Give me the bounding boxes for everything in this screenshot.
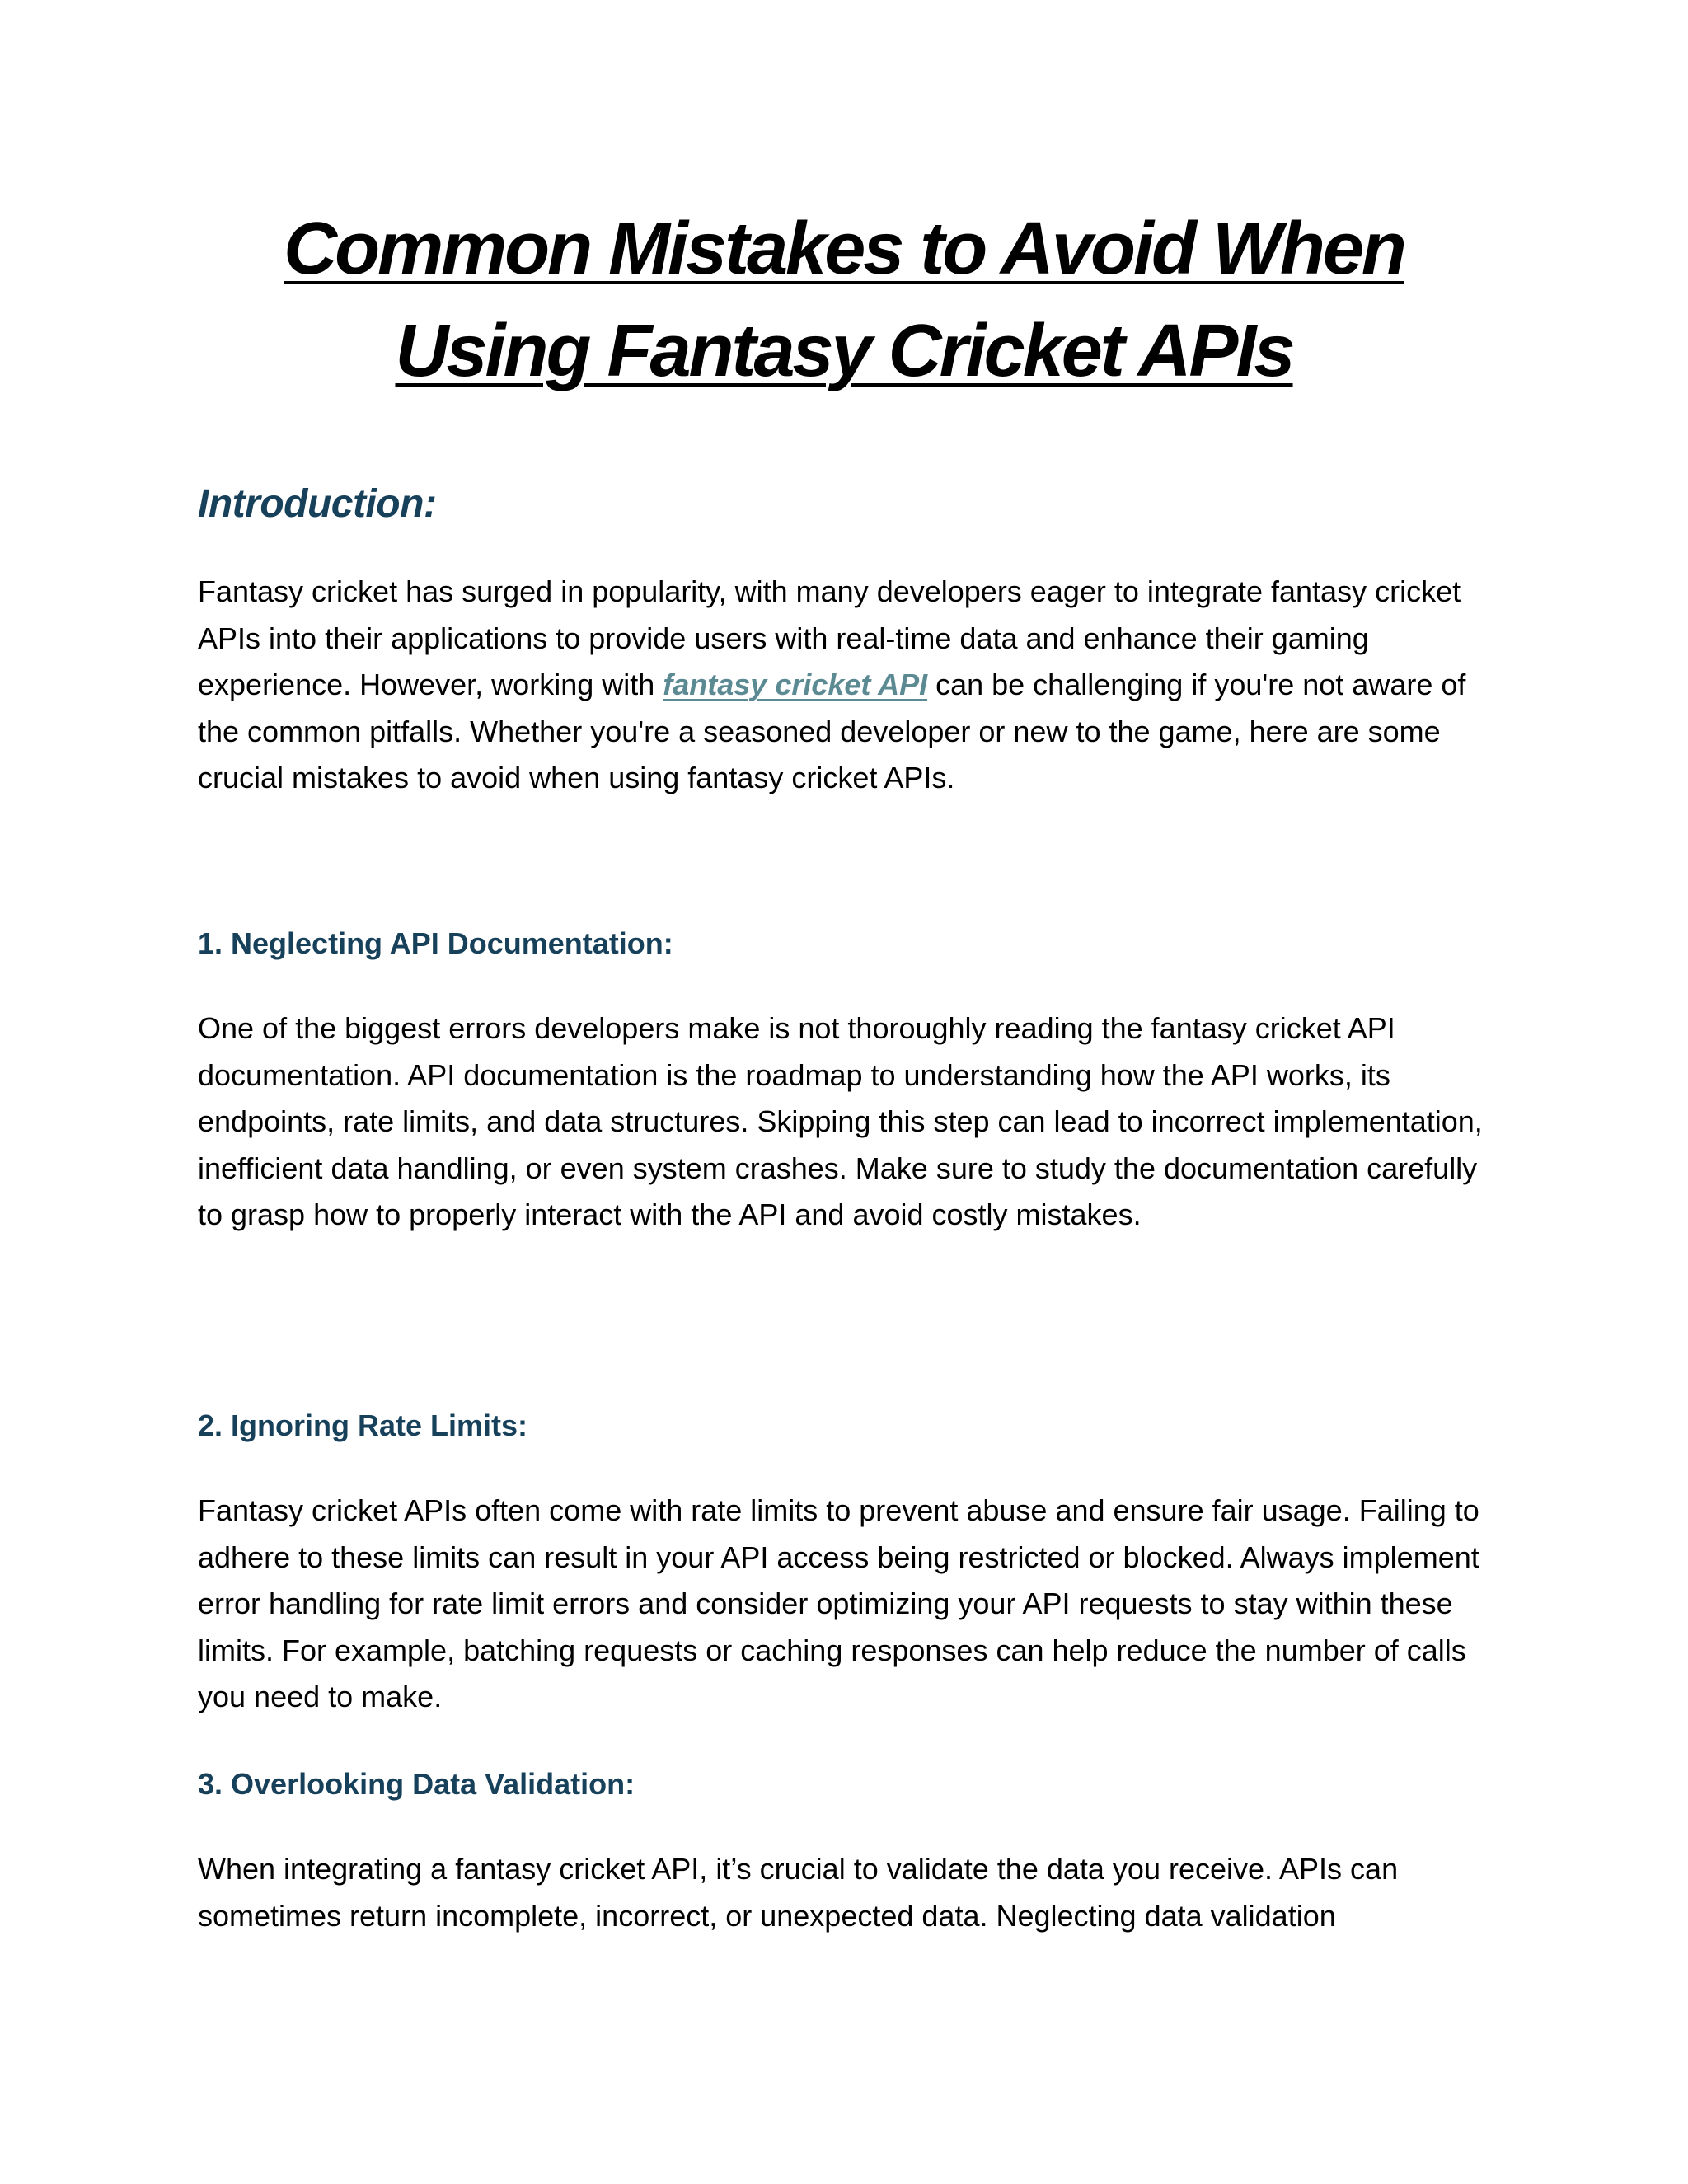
- intro-text-before-link: Fantasy cricket has surged in popularity, with many developers eager to integrate fantasy cricket APIs into their applications to provide users with real-time data and enhance their gaming experience. However, working with: [198, 574, 1461, 702]
- document-title: [198, 198, 1490, 402]
- section-body-neglecting-documentation: One of the biggest errors developers make is not thoroughly reading the fantasy cricket API documentation. API documentation is the roadmap to understanding how the API works, its endpoints, rate limits, and data structures. Skipping this step can lead to incorrect implementation, inefficient data handling, or even system crashes. Make sure to study the documentation carefully to grasp how to properly interact with the API and avoid costly mistakes.: [198, 1011, 1483, 1232]
- section-heading-neglecting-documentation: 1. Neglecting API Documentation:: [198, 926, 673, 960]
- title-line-1: Common Mistakes to Avoid When: [284, 208, 1404, 290]
- section-body-rate-limits: Fantasy cricket APIs often come with rate limits to prevent abuse and ensure fair usage. Failing to adhere to these limits can result in your API access being restricted or blocked. Always implement error handling for rate limit errors and consider optimizing your API requests to stay within these limits. For example, batching requests or caching responses can help reduce the number of calls you need to make.: [198, 1493, 1479, 1714]
- introduction-heading: Introduction:: [198, 482, 437, 526]
- section-body-data-validation: When integrating a fantasy cricket API, it’s crucial to validate the data you receive. APIs can sometimes return incomplete, incorrect, or unexpected data. Neglecting data validation: [198, 1852, 1399, 1933]
- intro-text-after-link: can be challenging if you're not aware of the common pitfalls. Whether you're a seasoned developer or new to the game, here are some crucial mistakes to avoid when using fantasy cricket APIs.: [198, 668, 1466, 795]
- section-heading-data-validation: 3. Overlooking Data Validation:: [198, 1767, 635, 1801]
- title-line-2: Using Fantasy Cricket APIs: [395, 310, 1293, 392]
- section-heading-rate-limits: 2. Ignoring Rate Limits:: [198, 1408, 528, 1442]
- introduction-paragraph: [198, 569, 1500, 802]
- fantasy-cricket-api-link[interactable]: fantasy cricket API: [663, 668, 928, 702]
